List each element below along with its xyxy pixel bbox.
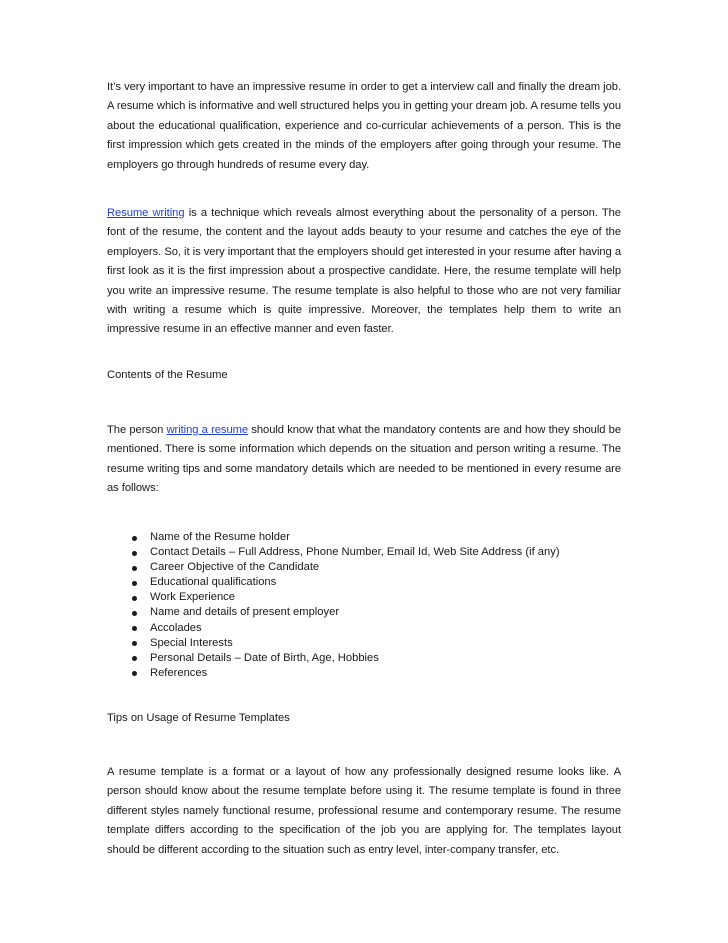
list-item-text: Name of the Resume holder	[150, 531, 290, 543]
tips-heading: Tips on Usage of Resume Templates	[107, 712, 290, 724]
list-item-text: Career Objective of the Candidate	[150, 561, 320, 574]
bullet-icon	[132, 551, 137, 556]
list-item	[107, 590, 560, 605]
resume-contents-list	[107, 530, 560, 681]
list-item-text: Work Experience	[150, 591, 235, 604]
resume-writing-link[interactable]: Resume writing	[107, 207, 185, 219]
list-item-text: Contact Details – Full Address, Phone Number, Email Id, Web Site Address (if any)	[150, 546, 560, 559]
list-item	[107, 545, 560, 560]
list-item-text: Special Interests	[150, 636, 233, 649]
bullet-icon	[132, 611, 137, 616]
list-item-text: Accolades	[150, 621, 202, 634]
bullet-icon	[132, 626, 137, 631]
list-item-text: Educational qualifications	[150, 576, 277, 589]
list-item	[107, 636, 560, 651]
list-item-text: References	[150, 666, 208, 679]
list-item	[107, 530, 560, 545]
bullet-icon	[132, 671, 137, 676]
contents-text-after: should know that what the mandatory contents are and how they should be mentioned. There is some information which depends on the situation and person writing a resume. The resume writing tips and some mandatory details which are needed to be mentioned in every resume are as follows:	[107, 424, 621, 495]
resume-writing-text: is a technique which reveals almost everything about the personality of a person. The font of the resume, the content and the layout adds beauty to your resume and catches the eye of the employers. So, it is very important that the employers should get interested in your resume after having a first look as it is the first impression about a prospective candidate. Here, the resume template will help you write an impressive resume. The resume template is also helpful to those who are not very familiar with writing a resume which is quite impressive. Moreover, the templates help them to write an impressive resume in an effective manner and even faster.	[107, 207, 621, 336]
list-item	[107, 651, 560, 666]
contents-text-before: The person	[107, 424, 167, 436]
bullet-icon	[132, 656, 137, 661]
bullet-icon	[132, 641, 137, 646]
intro-paragraph	[107, 78, 621, 175]
bullet-icon	[132, 536, 137, 541]
tips-text: A resume template is a format or a layout of how any professionally designed resume looks like. A person should know about the resume template before using it. The resume template is found in three different styles namely functional resume, professional resume and contemporary resume. The resume template differs according to the specification of the job you are applying for. The templates layout should be different according to the situation such as entry level, inter-company transfer, etc.	[107, 766, 621, 856]
intro-text: It’s very important to have an impressive resume in order to get a interview call and finally the dream job. A resume which is informative and well structured helps you in getting your dream job. A resume tells you about the educational qualification, experience and co-curricular achievements of a person. This is the first impression which gets created in the minds of the employers after going through your resume. The employers go through hundreds of resume every day.	[107, 81, 621, 171]
contents-heading: Contents of the Resume	[107, 369, 228, 381]
resume-writing-paragraph	[107, 204, 621, 340]
bullet-icon	[132, 596, 137, 601]
list-item	[107, 560, 560, 575]
contents-paragraph	[107, 421, 621, 499]
bullet-icon	[132, 566, 137, 571]
list-item	[107, 575, 560, 590]
list-item-text: Personal Details – Date of Birth, Age, Hobbies	[150, 651, 379, 664]
bullet-icon	[132, 581, 137, 586]
list-item	[107, 621, 560, 636]
tips-paragraph	[107, 763, 621, 860]
writing-a-resume-link[interactable]: writing a resume	[166, 424, 249, 436]
list-item	[107, 666, 560, 681]
list-item-text: Name and details of present employer	[150, 606, 340, 619]
list-item	[107, 605, 560, 620]
